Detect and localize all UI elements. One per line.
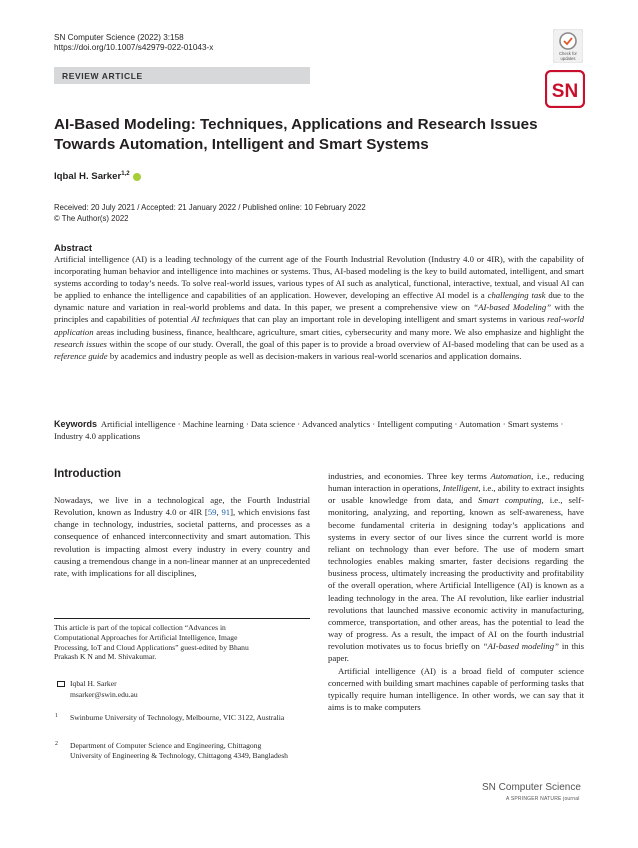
intro-paragraph-1-cont: industries, and economies. Three key terms Automation, i.e., reducing human interaction in operations, Intelligent, i.e., ability to extract insights or usable knowledge from data, and Smart computing, i.e., self-monitoring, analyzing, and reporting, known as self-awareness, have become fundamental criteria in designing today’s applications and systems in every sector of our lives since the current world is more reliant on technology than ever before. The use of modern smart technologies enables making smarter, faster decisions regarding the business process, ultimately increasing the productivity and profitability of the overall operation, where Artificial Intelligence (AI) is known as a leading technology in the area. The AI revolution, like earlier industrial revolutions that launched massive economic activity in manufacturing, commerce, transportation, and other areas, has the potential to lead the way of progress. As a result, the impact of AI on the fourth industrial revolution motivates us to focus briefly on “AI-based modeling” in this paper. [328, 471, 584, 664]
keywords-list: Artificial intelligence · Machine learning · Data science · Advanced analytics · Intelligent computing · Automation · Smart systems · Industry 4.0 applications [54, 419, 564, 442]
corresponding-author [54, 679, 138, 700]
copyright-line: © The Author(s) 2022 [54, 214, 129, 223]
intro-paragraph-2: Artificial intelligence (AI) is a broad field of computer science concerned with building smart machines capable of performing tasks that typically require human intelligence. In other words, we can say that it aims is to make computers [328, 665, 584, 712]
topical-collection-note: This article is part of the topical collection “Advances in Computational Approaches for Artificial Intelligence, Image Processing, IoT and Cloud Applications” guest-edited by Bhanu Prakash K N and M. Shivakumar. [54, 623, 249, 662]
contact-email[interactable]: msarker@swin.edu.au [70, 689, 138, 699]
doi-link[interactable]: https://doi.org/10.1007/s42979-022-01043-x [54, 43, 214, 52]
sn-logo-text: SN [551, 81, 579, 102]
journal-line: SN Computer Science (2022) 3:158 [54, 33, 184, 42]
affiliation-text: Swinburne University of Technology, Melbourne, VIC 3122, Australia [70, 713, 285, 722]
affiliation-1 [54, 713, 290, 723]
affiliation-number: 2 [55, 741, 58, 747]
check-updates-line1: Check for [559, 51, 577, 56]
publication-dates [54, 202, 366, 224]
sn-logo-icon [545, 70, 585, 108]
journal-citation [54, 33, 213, 53]
check-updates-line2: updates [560, 56, 576, 61]
affiliation-number: 1 [55, 713, 58, 719]
citation-link[interactable]: 91 [221, 507, 231, 518]
footer-publisher: A SPRINGER NATURE journal [506, 796, 580, 802]
check-updates-icon [553, 29, 583, 63]
paper-title: AI‑Based Modeling: Techniques, Applications and Research Issues Towards Automation, Intelligent and Smart Systems [54, 116, 538, 153]
check-for-updates-badge[interactable] [553, 29, 583, 63]
author-line [54, 171, 141, 182]
affiliation-text: Department of Computer Science and Engineering, Chittagong University of Engineering & Technology, Chittagong 4349, Bangladesh [70, 741, 288, 761]
left-column [54, 494, 310, 579]
affiliation-2 [54, 741, 290, 762]
author-affil-marks: 1,2 [121, 171, 130, 177]
article-type: REVIEW ARTICLE [62, 71, 143, 81]
abstract-text: Artificial intelligence (AI) is a leading technology of the current age of the Fourth Industrial Revolution (Industry 4.0 or 4IR), with the capability of incorporating human behavior and intelligence into machines or systems. Thus, AI-based modeling is the key to build automated, intelligent, and smart systems according to today’s needs. To solve real-world issues, various types of AI such as analytical, functional, interactive, textual, and visual AI can be applied to enhance the intelligence and capabilities of an application. However, developing an effective AI model is a challenging task due to the dynamic nature and variation in real-world problems and data. In this paper, we present a comprehensive view on “AI-based Modeling” with the principles and capabilities of potential AI techniques that can play an important role in developing intelligent and smart systems in various real-world application areas including business, finance, healthcare, agriculture, smart cities, cybersecurity and many more. We also emphasize and highlight the research issues within the scope of our study. Overall, the goal of this paper is to provide a broad overview of AI-based modeling that can be used as a reference guide by academics and industry people as well as decision-makers in various real-world scenarios and application domains. [54, 254, 584, 361]
author-name[interactable]: Iqbal H. Sarker [54, 171, 122, 183]
sn-logo [545, 70, 585, 108]
introduction-heading: Introduction [54, 468, 122, 480]
dates-line: Received: 20 July 2021 / Accepted: 21 January 2022 / Published online: 10 February 2022 [54, 203, 366, 212]
footnote-rule [54, 618, 310, 619]
keywords [54, 418, 584, 442]
contact-name: Iqbal H. Sarker [70, 679, 117, 688]
orcid-icon[interactable] [133, 173, 141, 181]
keywords-label: Keywords [54, 419, 98, 429]
abstract-heading: Abstract [54, 242, 93, 253]
footer-journal-name: SN Computer Science [482, 782, 581, 793]
right-column [328, 470, 584, 713]
citation-link[interactable]: 59 [207, 507, 217, 518]
intro-paragraph-1: Nowadays, we live in a technological age, the Fourth Industrial Revolution, known as Industry 4.0 or 4IR [59, 91], which envisions fast change in technology, industries, societal patterns, and processes as a consequence of enhanced interconnectivity and smart automation. This revolution is impacting almost every industry in every country and causing a tremendous change in a non-linear manner at an unprecedented rate, with implications for all disciplines, [54, 495, 311, 578]
